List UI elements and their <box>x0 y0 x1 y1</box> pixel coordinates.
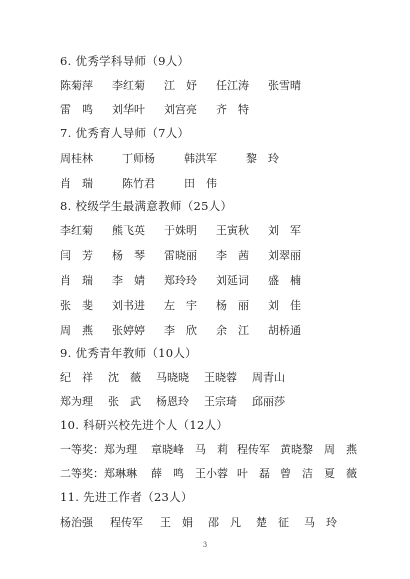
name: 李 茜 <box>216 249 249 262</box>
name: 杨恩玲 <box>156 395 189 408</box>
name: 周 燕 <box>324 443 357 456</box>
name: 二等奖：郑琳琳 <box>60 467 137 480</box>
name: 沈 薇 <box>108 371 141 384</box>
name: 陈竹君 <box>122 177 155 190</box>
name: 张 武 <box>108 395 141 408</box>
name: 郑为理 <box>60 395 93 408</box>
name: 刘 军 <box>268 224 301 237</box>
name: 熊飞英 <box>112 224 145 237</box>
name: 周桂林 <box>60 152 93 165</box>
name: 张婷婷 <box>112 324 145 337</box>
name: 雷 鸣 <box>60 103 93 116</box>
name: 李 欣 <box>164 324 197 337</box>
name: 周青山 <box>252 371 285 384</box>
section-title: 6. 优秀学科导师（9人） <box>60 54 190 68</box>
name: 张 斐 <box>60 299 93 312</box>
name: 夏 薇 <box>324 467 357 480</box>
name: 邱丽莎 <box>252 395 285 408</box>
name: 马 玲 <box>304 516 337 529</box>
name: 程传军 <box>237 443 270 456</box>
name: 陈菊萍 <box>60 79 93 92</box>
name: 楚 征 <box>256 516 289 529</box>
name: 程传军 <box>110 516 143 529</box>
name: 韩洪军 <box>184 152 217 165</box>
name: 刘华叶 <box>112 103 145 116</box>
name: 邵 凡 <box>208 516 241 529</box>
name: 马 莉 <box>195 443 228 456</box>
name: 刘延词 <box>216 274 249 287</box>
name: 杨 丽 <box>216 299 249 312</box>
name: 一等奖：郑为理 <box>60 443 137 456</box>
section-title: 9. 优秀青年教师（10人） <box>60 346 197 360</box>
name: 雷晓丽 <box>164 249 197 262</box>
name: 李红菊 <box>60 224 93 237</box>
section-title: 8. 校级学生最满意教师（25人） <box>60 199 233 213</box>
name: 纪 祥 <box>60 371 93 384</box>
section-title: 10. 科研兴校先进个人（12人） <box>60 418 229 432</box>
name: 刘书进 <box>112 299 145 312</box>
name: 王小蓉 <box>195 467 228 480</box>
name: 丁师杨 <box>122 152 155 165</box>
name: 肖 瑞 <box>60 274 93 287</box>
name: 王 娟 <box>160 516 193 529</box>
name: 曾 洁 <box>280 467 313 480</box>
name: 马晓晓 <box>156 371 189 384</box>
name: 王寅秋 <box>216 224 249 237</box>
name: 王晓蓉 <box>204 371 237 384</box>
name: 盛 楠 <box>268 274 301 287</box>
name: 李 婧 <box>112 274 145 287</box>
name: 李红菊 <box>112 79 145 92</box>
page-number: 3 <box>202 541 208 549</box>
name: 刘 佳 <box>268 299 301 312</box>
name: 薛 鸣 <box>151 467 184 480</box>
name: 余 江 <box>216 324 249 337</box>
name: 周 燕 <box>60 324 93 337</box>
name: 江 妤 <box>164 79 197 92</box>
name: 张雪晴 <box>268 79 301 92</box>
name: 黄晓黎 <box>280 443 313 456</box>
name: 任江涛 <box>216 79 249 92</box>
name: 刘翠丽 <box>268 249 301 262</box>
name: 闫 芳 <box>60 249 93 262</box>
name: 郑玲玲 <box>164 274 197 287</box>
section-title: 7. 优秀育人导师（7人） <box>60 126 190 140</box>
name: 章晓峰 <box>151 443 184 456</box>
name: 左 宇 <box>164 299 197 312</box>
name: 肖 瑞 <box>60 177 93 190</box>
name: 黎 玲 <box>246 152 279 165</box>
section-title: 11. 先进工作者（23人） <box>60 490 193 504</box>
name: 胡桥通 <box>268 324 301 337</box>
name: 杨治强 <box>60 516 93 529</box>
name: 刘宫亮 <box>164 103 197 116</box>
name: 杨 琴 <box>112 249 145 262</box>
name: 王宗琦 <box>204 395 237 408</box>
name: 齐 特 <box>216 103 249 116</box>
name: 叶 磊 <box>237 467 270 480</box>
name: 田 伟 <box>184 177 217 190</box>
name: 于姝明 <box>164 224 197 237</box>
